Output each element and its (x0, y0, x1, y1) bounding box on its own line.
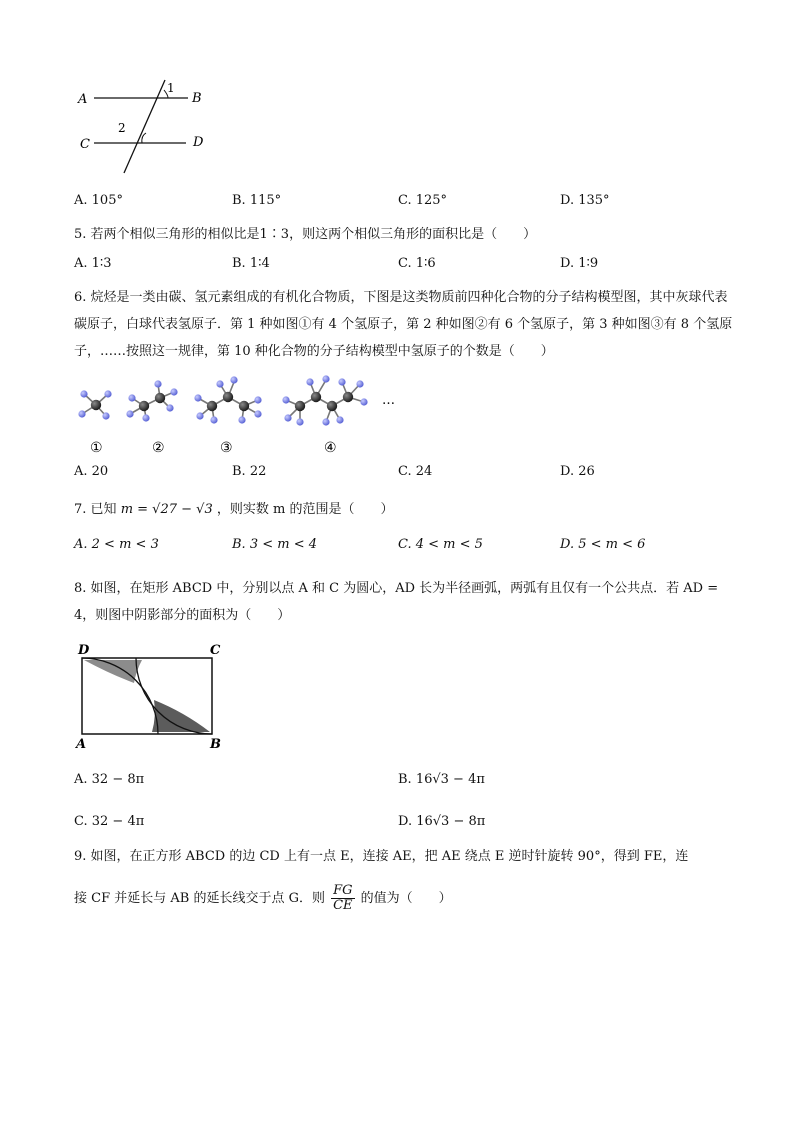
q6-option-b[interactable]: B. 22 (232, 464, 267, 479)
label-c: C (80, 137, 90, 152)
molecule-label-3: ③ (220, 440, 233, 456)
q9-fraction (331, 884, 354, 913)
molecule-figures (70, 372, 410, 460)
molecule-4 (282, 375, 367, 425)
q7-option-a[interactable]: A. 2 < m < 3 (74, 537, 159, 552)
transversal (124, 80, 165, 173)
q9-suffix: 的值为（ ） (360, 891, 452, 906)
q7-option-d[interactable]: D. 5 < m < 6 (560, 537, 646, 552)
q5-stem: 5. 若两个相似三角形的相似比是1∶3，则这两个相似三角形的面积比是（ ） (74, 227, 537, 242)
molecule-2 (126, 380, 177, 421)
q7-stem (74, 496, 734, 523)
q5-option-a[interactable]: A. 1∶3 (74, 256, 112, 271)
angle-2-label: 2 (118, 121, 126, 135)
molecule-label-2: ② (152, 440, 165, 456)
fig-label-d: D (78, 643, 90, 658)
q9-frac-numerator: FG (333, 883, 353, 898)
q6-option-c[interactable]: C. 24 (398, 464, 433, 479)
q6-stem: 6. 烷烃是一类由碳、氢元素组成的有机化合物质，下图是这类物质前四种化合物的分子结构模型图，其中灰球代表碳原子，白球代表氢原子．第 1 种如图①有 4 个氢原子，第 2 种如图②有 6 个氢原子，第 3 种如图③有 8 个氢原子，……按照这一规律，第 10 种化合物的分子结构模型中氢原子的个数是（ ） (74, 290, 733, 359)
q8-option-d[interactable]: D. 16√3 − 8π (398, 814, 486, 829)
label-b: B (192, 91, 202, 106)
q9-stem-line2 (74, 884, 734, 913)
parallel-lines-figure (72, 76, 222, 178)
q4-option-d[interactable]: D. 135° (560, 193, 610, 208)
q8-stem: 8. 如图，在矩形 ABCD 中，分别以点 A 和 C 为圆心，AD 长为半径画弧，两弧有且仅有一个公共点．若 AD = 4，则图中阴影部分的面积为（ ） (74, 581, 719, 623)
molecule-1 (78, 390, 111, 419)
label-d: D (193, 135, 204, 150)
q8-option-a[interactable]: A. 32 − 8π (74, 772, 145, 787)
molecule-label-1: ① (90, 440, 103, 456)
q7-prefix: 7. 已知 (74, 502, 117, 517)
q5-option-d[interactable]: D. 1∶9 (560, 256, 599, 271)
fig-label-c: C (210, 643, 221, 658)
q7-suffix: ，则实数 m 的范围是（ ） (216, 502, 394, 517)
q7-option-b[interactable]: B. 3 < m < 4 (232, 537, 318, 552)
fig-label-a: A (76, 737, 87, 752)
angle-1-label: 1 (167, 81, 175, 95)
fig-label-b: B (210, 737, 221, 752)
q7-formula: m = √27 − √3 (120, 502, 213, 517)
q4-option-a[interactable]: A. 105° (74, 193, 123, 208)
q5-option-b[interactable]: B. 1∶4 (232, 256, 270, 271)
molecule-ellipsis: … (382, 393, 395, 408)
q5-option-c[interactable]: C. 1∶6 (398, 256, 436, 271)
q9-frac-denominator: CE (333, 898, 353, 913)
q6-option-d[interactable]: D. 26 (560, 464, 595, 479)
molecule-3 (194, 376, 261, 423)
q6-option-a[interactable]: A. 20 (74, 464, 109, 479)
rectangle-arcs-figure (70, 640, 230, 755)
label-a: A (78, 92, 88, 107)
q8-option-b[interactable]: B. 16√3 − 4π (398, 772, 485, 787)
q7-option-c[interactable]: C. 4 < m < 5 (398, 537, 483, 552)
q9-stem-line1: 9. 如图，在正方形 ABCD 的边 CD 上有一点 E，连接 AE，把 AE 绕点 E 逆时针旋转 90°，得到 FE，连 (74, 849, 689, 864)
q4-option-c[interactable]: C. 125° (398, 193, 448, 208)
molecule-label-4: ④ (324, 440, 337, 456)
q8-option-c[interactable]: C. 32 − 4π (74, 814, 145, 829)
q4-option-b[interactable]: B. 115° (232, 193, 282, 208)
angle-2-arc (142, 133, 146, 143)
q9-prefix: 接 CF 并延长与 AB 的延长线交于点 G．则 (74, 891, 325, 906)
